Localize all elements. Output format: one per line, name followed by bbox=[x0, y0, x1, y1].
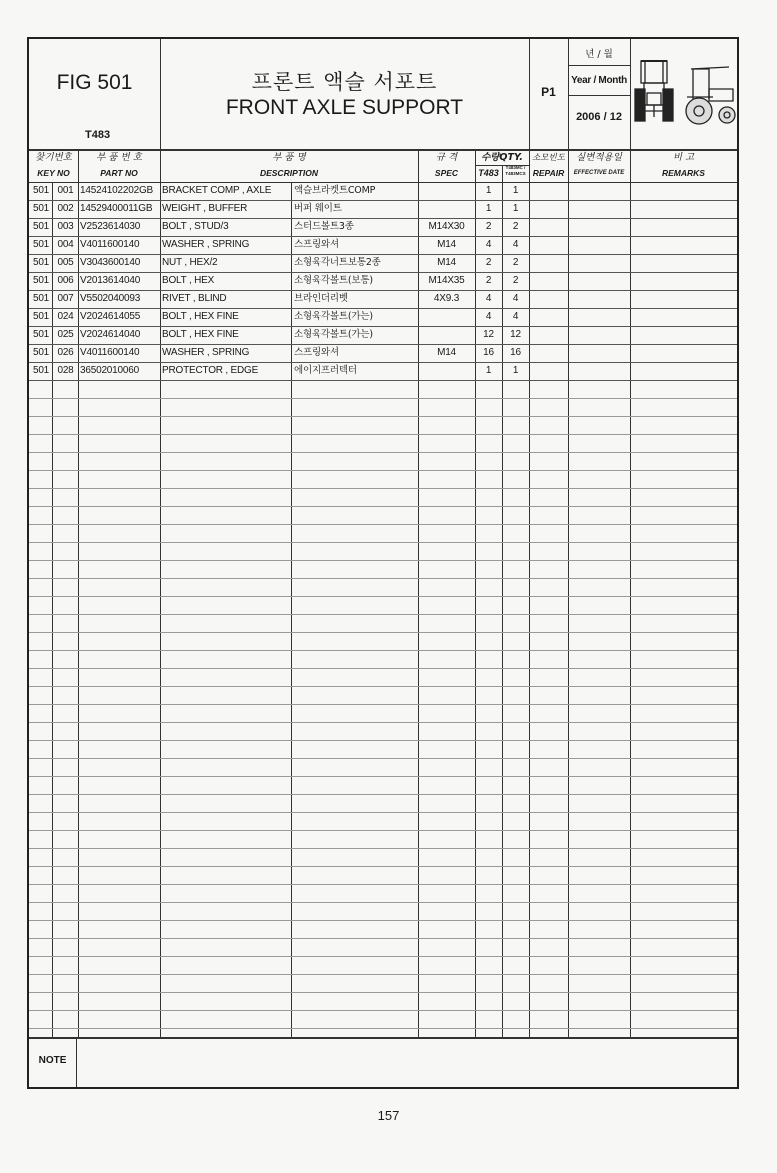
cell-qty-other: 1 bbox=[512, 365, 519, 376]
row-line bbox=[29, 560, 737, 561]
row-line bbox=[29, 668, 737, 669]
cell-qty-other: 4 bbox=[512, 239, 519, 250]
cell-key-no: 001 bbox=[57, 185, 74, 196]
date-divider bbox=[568, 65, 630, 66]
cell-fig: 501 bbox=[32, 221, 50, 232]
date-divider bbox=[568, 95, 630, 96]
cell-qty-t483: 16 bbox=[483, 347, 494, 358]
row-line bbox=[29, 974, 737, 975]
cell-fig: 501 bbox=[32, 347, 50, 358]
row-line bbox=[29, 470, 737, 471]
cell-qty-t483: 2 bbox=[485, 275, 492, 286]
cell-key-no: 007 bbox=[57, 293, 74, 304]
row-line bbox=[29, 794, 737, 795]
col-eff-ko: 실변적용일 bbox=[576, 152, 622, 163]
row-line bbox=[29, 830, 737, 831]
row-line bbox=[29, 938, 737, 939]
cell-part-no: V2013614040 bbox=[80, 275, 141, 286]
cell-qty-other: 1 bbox=[512, 203, 519, 214]
cell-qty-other: 12 bbox=[510, 329, 521, 340]
row-line bbox=[29, 758, 737, 759]
row-line bbox=[29, 416, 737, 417]
cell-qty-t483: 4 bbox=[485, 239, 492, 250]
row-line bbox=[29, 920, 737, 921]
cell-key-no: 004 bbox=[57, 239, 74, 250]
col-remarks-ko: 비 고 bbox=[672, 152, 695, 163]
col-part-no-ko: 부 품 번 호 bbox=[96, 152, 142, 163]
col-eff-en: EFFECTIVE DATE bbox=[573, 170, 625, 176]
cell-key-no: 026 bbox=[57, 347, 74, 358]
cell-desc-ko: 소형육각볼트(가는) bbox=[294, 329, 373, 340]
cell-desc-en: BRACKET COMP , AXLE bbox=[162, 185, 272, 196]
cell-desc-ko: 스프링와셔 bbox=[294, 239, 339, 250]
cell-spec: M14 bbox=[437, 257, 456, 268]
page-number: 157 bbox=[377, 1108, 400, 1123]
row-line bbox=[29, 956, 737, 957]
date-label-korean: 년 / 월 bbox=[585, 49, 613, 60]
cell-desc-ko: 액슬브라켓트COMP bbox=[294, 185, 376, 196]
cell-part-no: V4011600140 bbox=[80, 347, 140, 358]
cell-desc-ko: 소형육각볼트(가는) bbox=[294, 311, 373, 322]
cell-key-no: 003 bbox=[57, 221, 74, 232]
cell-desc-en: PROTECTOR , EDGE bbox=[162, 365, 259, 376]
cell-spec: M14 bbox=[437, 347, 456, 358]
row-line bbox=[29, 596, 737, 597]
col-key-no-en: KEY NO bbox=[37, 168, 70, 178]
grid-line bbox=[291, 182, 292, 1037]
cell-key-no: 024 bbox=[57, 311, 74, 322]
cell-fig: 501 bbox=[32, 275, 50, 286]
cell-qty-t483: 1 bbox=[485, 185, 492, 196]
cell-key-no: 006 bbox=[57, 275, 74, 286]
cell-qty-t483: 1 bbox=[485, 365, 492, 376]
cell-qty-other: 2 bbox=[512, 257, 519, 268]
tractor-icon bbox=[633, 49, 737, 133]
row-line bbox=[29, 902, 737, 903]
cell-part-no: 14529400011GB bbox=[80, 203, 153, 214]
cell-qty-other: 2 bbox=[512, 221, 519, 232]
title-english: FRONT AXLE SUPPORT bbox=[225, 96, 464, 119]
col-desc-en: DESCRIPTION bbox=[259, 168, 319, 178]
cell-desc-ko: 버퍼 웨이트 bbox=[294, 203, 342, 214]
row-line bbox=[29, 380, 737, 381]
row-line bbox=[29, 398, 737, 399]
cell-desc-en: BOLT , HEX FINE bbox=[162, 329, 239, 340]
row-line bbox=[29, 1028, 737, 1029]
cell-part-no: V4011600140 bbox=[80, 239, 140, 250]
cell-desc-en: WASHER , SPRING bbox=[162, 239, 250, 250]
cell-desc-en: BOLT , STUD/3 bbox=[162, 221, 229, 232]
cell-desc-en: BOLT , HEX FINE bbox=[162, 311, 239, 322]
row-line bbox=[29, 452, 737, 453]
cell-part-no: V2024614040 bbox=[80, 329, 141, 340]
row-line bbox=[29, 614, 737, 615]
row-line bbox=[29, 812, 737, 813]
grid-line bbox=[568, 149, 569, 1037]
cell-desc-en: WASHER , SPRING bbox=[162, 347, 250, 358]
cell-key-no: 025 bbox=[57, 329, 74, 340]
title-korean: 프론트 액슬 서포트 bbox=[251, 70, 438, 94]
cell-desc-en: NUT , HEX/2 bbox=[162, 257, 218, 268]
model-code: T483 bbox=[85, 129, 111, 141]
row-line bbox=[29, 1010, 737, 1011]
row-line bbox=[29, 686, 737, 687]
grid-line bbox=[78, 149, 79, 1037]
row-line bbox=[29, 704, 737, 705]
cell-spec: M14X35 bbox=[428, 275, 465, 286]
row-line bbox=[29, 488, 737, 489]
cell-desc-ko: 에이지프러텍터 bbox=[294, 365, 357, 376]
cell-fig: 501 bbox=[32, 239, 50, 250]
cell-fig: 501 bbox=[32, 185, 50, 196]
row-line bbox=[29, 848, 737, 849]
cell-spec: M14 bbox=[437, 239, 456, 250]
cell-qty-t483: 4 bbox=[485, 311, 492, 322]
cell-desc-ko: 브라인더리벳 bbox=[294, 293, 348, 304]
cell-desc-ko: 스터드볼트3종 bbox=[294, 221, 354, 232]
cell-fig: 501 bbox=[32, 293, 50, 304]
row-line bbox=[29, 884, 737, 885]
header-divider bbox=[630, 39, 631, 149]
cell-spec: 4X9.3 bbox=[433, 293, 460, 304]
cell-part-no: V2523614030 bbox=[80, 221, 141, 232]
cell-qty-t483: 1 bbox=[485, 203, 492, 214]
col-spec-ko: 규 격 bbox=[435, 152, 458, 163]
row-line bbox=[29, 578, 737, 579]
row-line bbox=[29, 632, 737, 633]
row-line bbox=[29, 524, 737, 525]
cell-desc-en: WEIGHT , BUFFER bbox=[162, 203, 248, 214]
date-label-english: Year / Month bbox=[571, 75, 627, 86]
col-key-no-ko: 찾기번호 bbox=[35, 152, 72, 163]
row-line bbox=[29, 542, 737, 543]
grid-line bbox=[529, 149, 530, 1037]
row-line bbox=[29, 434, 737, 435]
page-code: P1 bbox=[541, 85, 556, 99]
col-desc-ko: 부 품 명 bbox=[272, 152, 306, 163]
cell-desc-en: BOLT , HEX bbox=[162, 275, 215, 286]
cell-qty-other: 4 bbox=[512, 311, 519, 322]
cell-desc-ko: 스프링와셔 bbox=[294, 347, 339, 358]
cell-qty-t483: 4 bbox=[485, 293, 492, 304]
col-repair-en: REPAIR bbox=[532, 168, 565, 178]
col-remarks-en: REMARKS bbox=[662, 168, 705, 178]
cell-spec: M14X30 bbox=[428, 221, 465, 232]
cell-part-no: 14524102202GB bbox=[80, 185, 154, 196]
cell-qty-t483: 12 bbox=[483, 329, 494, 340]
cell-qty-t483: 2 bbox=[485, 257, 492, 268]
date-value: 2006 / 12 bbox=[576, 111, 622, 123]
cell-part-no: 36502010060 bbox=[80, 365, 139, 376]
cell-fig: 501 bbox=[32, 311, 50, 322]
cell-desc-ko: 소형육각너트보통2종 bbox=[294, 257, 381, 268]
col-part-no-en: PART NO bbox=[100, 168, 138, 178]
grid-line bbox=[630, 149, 631, 1037]
note-area bbox=[77, 1038, 733, 1086]
cell-key-no: 028 bbox=[57, 365, 74, 376]
note-label: NOTE bbox=[38, 1055, 67, 1066]
cell-part-no: V5502040093 bbox=[80, 293, 141, 304]
cell-qty-other: 16 bbox=[510, 347, 521, 358]
row-line bbox=[29, 506, 737, 507]
cell-qty-other: 2 bbox=[512, 275, 519, 286]
parts-sheet bbox=[27, 37, 739, 1089]
cell-key-no: 002 bbox=[57, 203, 74, 214]
row-line bbox=[29, 776, 737, 777]
fig-number: FIG 501 bbox=[56, 71, 133, 94]
cell-fig: 501 bbox=[32, 365, 50, 376]
col-qty-t483: T483 bbox=[478, 168, 499, 178]
row-line bbox=[29, 992, 737, 993]
cell-part-no: V2024614055 bbox=[80, 311, 141, 322]
cell-key-no: 005 bbox=[57, 257, 74, 268]
row-line bbox=[29, 722, 737, 723]
cell-desc-en: RIVET , BLIND bbox=[162, 293, 227, 304]
cell-qty-other: 4 bbox=[512, 293, 519, 304]
cell-fig: 501 bbox=[32, 329, 50, 340]
col-qty-other: T483MC / T483MCS bbox=[505, 165, 526, 176]
col-qty-ko: 수량QTY. bbox=[481, 152, 523, 163]
cell-part-no: V3043600140 bbox=[80, 257, 141, 268]
cell-fig: 501 bbox=[32, 203, 50, 214]
col-spec-en: SPEC bbox=[434, 168, 459, 178]
col-repair-ko: 소모빈도 bbox=[532, 153, 565, 163]
row-line bbox=[29, 650, 737, 651]
cell-fig: 501 bbox=[32, 257, 50, 268]
cell-desc-ko: 소형육각볼트(보통) bbox=[294, 275, 373, 286]
cell-qty-t483: 2 bbox=[485, 221, 492, 232]
row-line bbox=[29, 866, 737, 867]
grid-line bbox=[160, 149, 161, 1037]
row-line bbox=[29, 740, 737, 741]
cell-qty-other: 1 bbox=[512, 185, 519, 196]
